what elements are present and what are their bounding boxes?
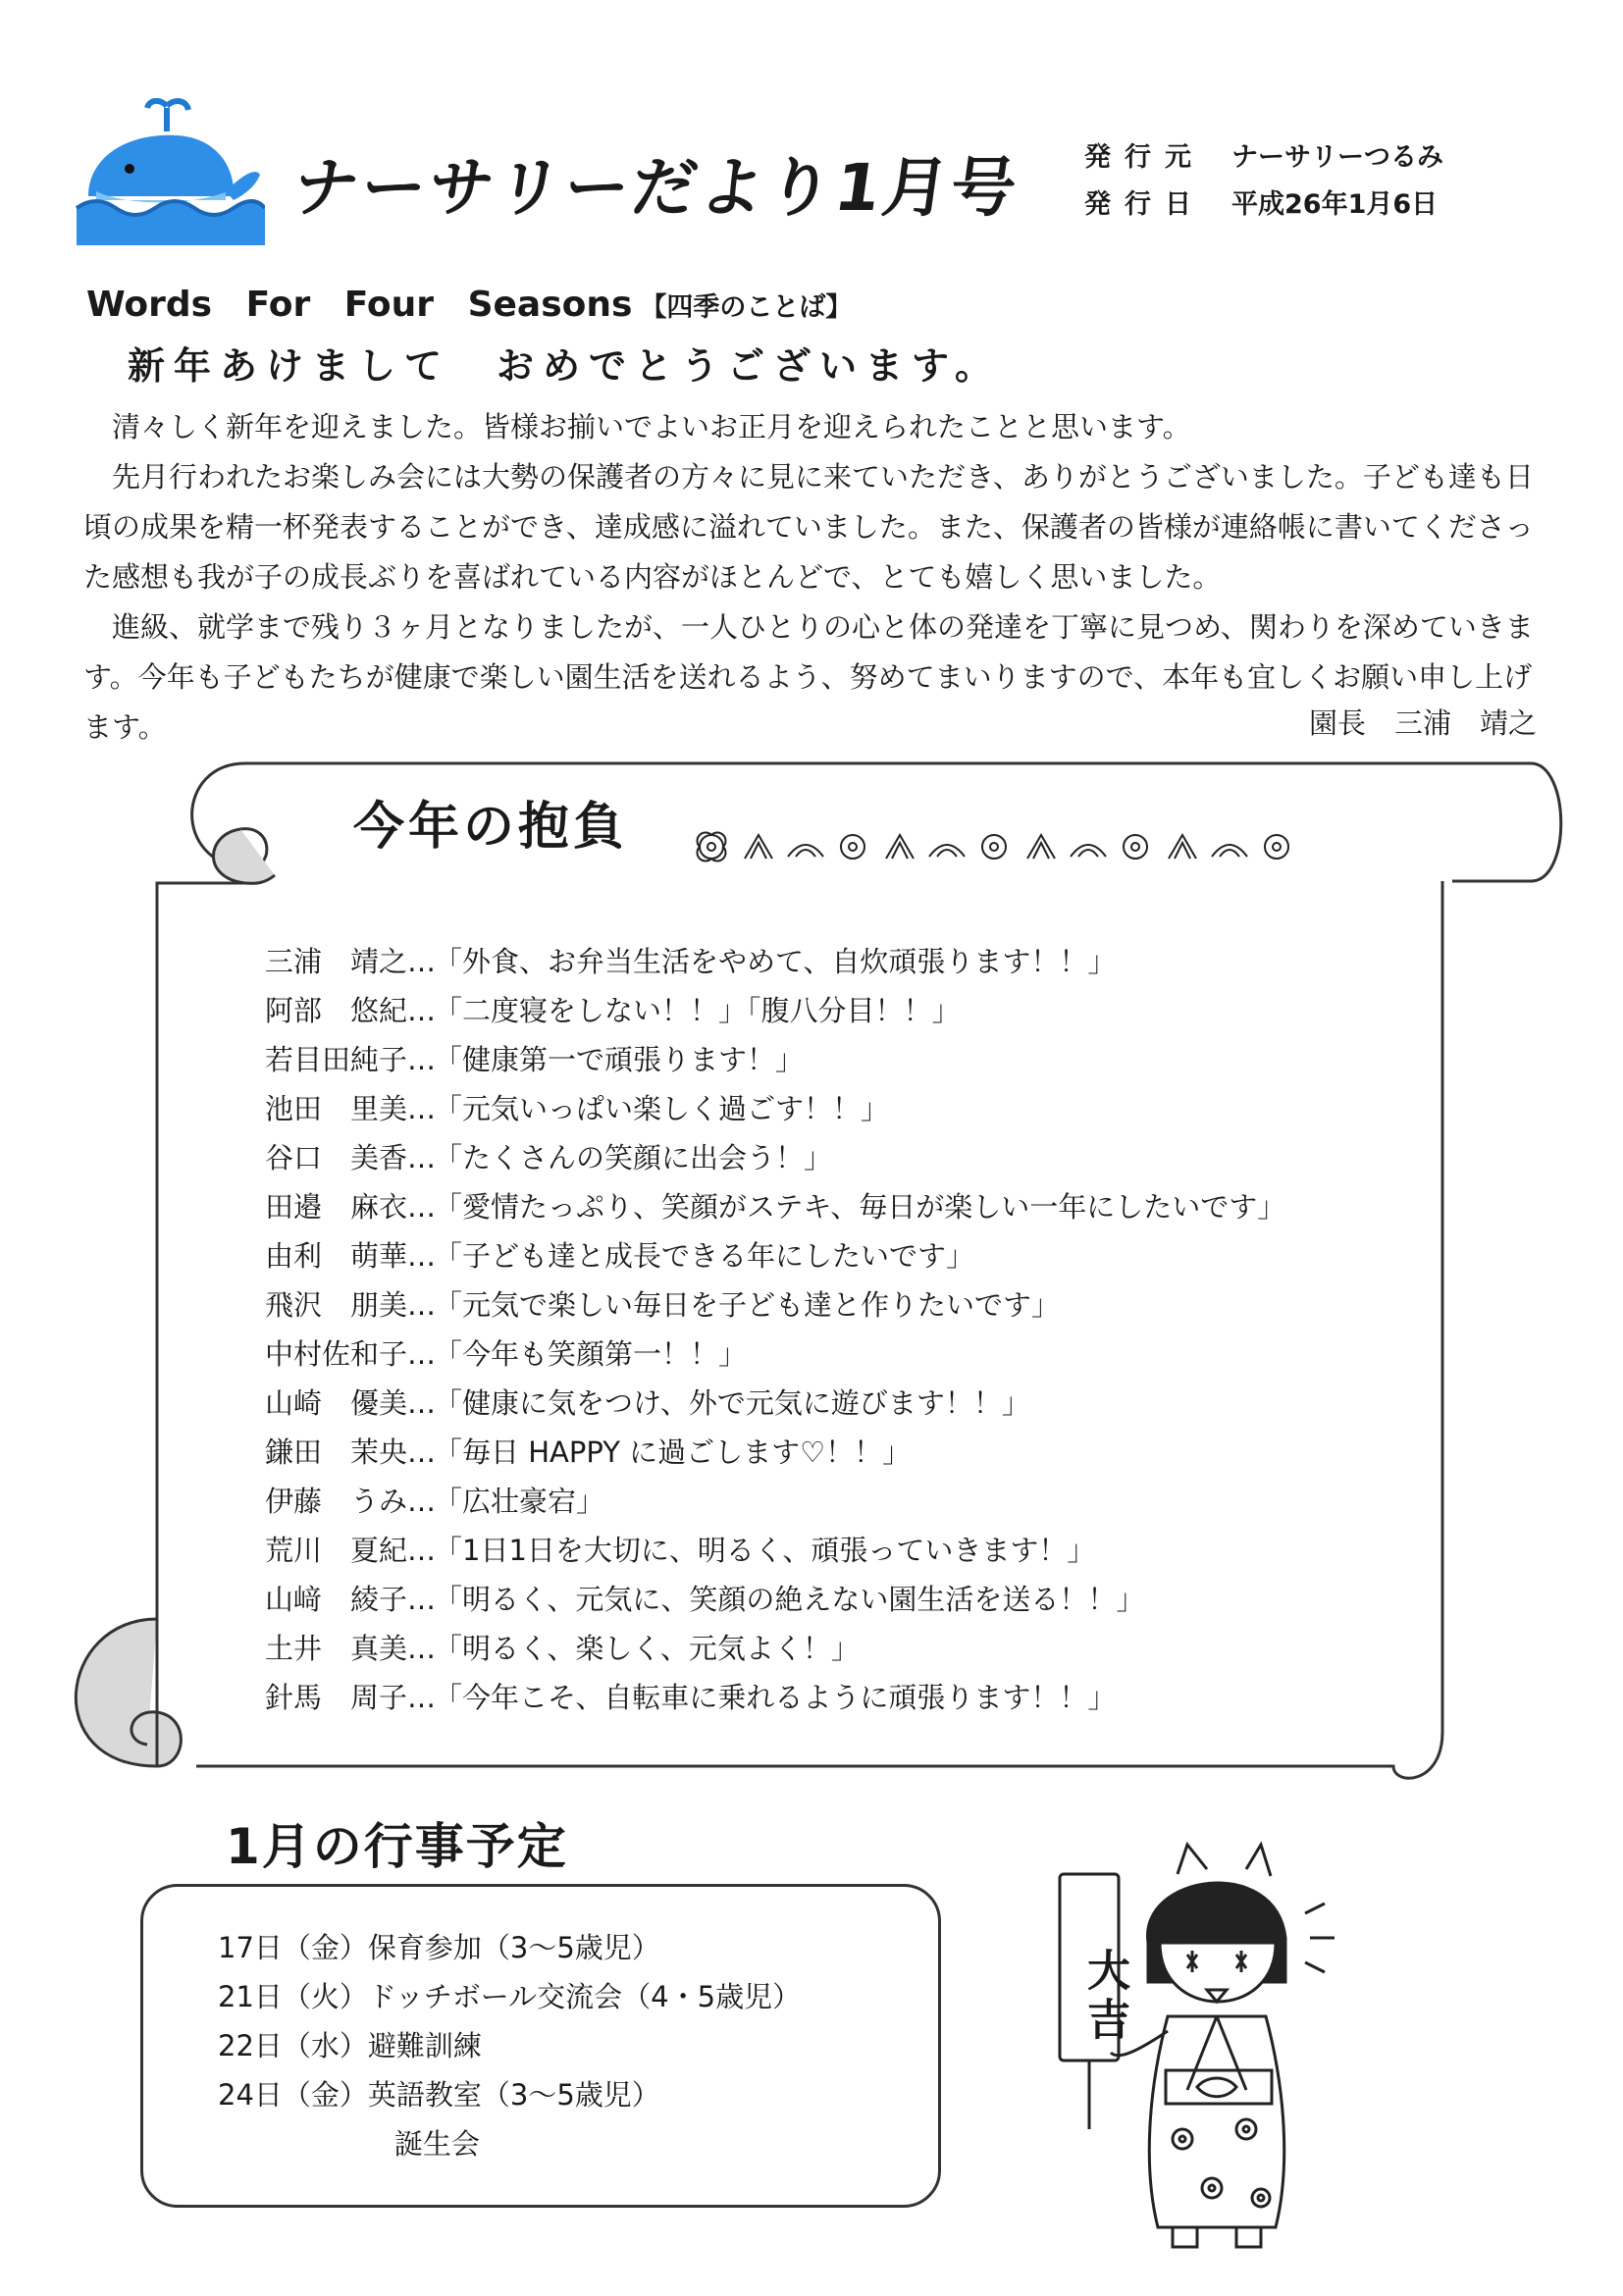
resolution-item — [265, 1673, 1285, 1722]
issue-date-value: 平成26年1月6日 — [1231, 189, 1439, 220]
flower-pine-ornament — [692, 822, 1320, 871]
body-paragraph: 清々しく新年を迎えました。皆様お揃いでよいお正月を迎えられたことと思います。 — [83, 410, 1191, 444]
resolution-text: 「健康第一で頑張ります！」 — [434, 1043, 805, 1076]
issue-date-line — [1084, 183, 1438, 221]
resolution-text: 「広壮豪宕」 — [434, 1485, 605, 1518]
body-paragraph: 先月行われたお楽しみ会には大勢の保護者の方々に見に来ていただき、ありがとうございました。子ども達も日頃の成果を精一杯発表することができ、達成感に溢れていました。また、保護者の皆様が連絡帳に書いてくださった感想も我が子の成長ぶりを喜ばれている内容がほとんどで、とても嬉しく思いました。 — [83, 460, 1534, 594]
resolution-item — [265, 1280, 1285, 1330]
greeting-body — [83, 402, 1545, 753]
resolution-item — [265, 1624, 1285, 1673]
staff-name: 土井 真美… — [265, 1632, 437, 1665]
omikuji-label: 大吉 — [1079, 1948, 1129, 2046]
resolution-text: 「毎日 HAPPY に過ごします♡！！」 — [434, 1435, 912, 1469]
resolution-item — [265, 1231, 1285, 1280]
staff-name: 飛沢 朋美… — [265, 1288, 437, 1322]
resolution-text: 「二度寝をしない！！」「腹八分目！！」 — [434, 994, 961, 1027]
event-item: 17日（金）保育参加（3～5歳児） — [218, 1931, 660, 1964]
resolution-item — [265, 1182, 1285, 1231]
staff-name: 鎌田 茉央… — [265, 1435, 437, 1469]
resolution-text: 「健康に気をつけ、外で元気に遊びます！！」 — [434, 1386, 1030, 1420]
resolution-text: 「子ども達と成長できる年にしたいです」 — [434, 1239, 975, 1273]
resolution-item — [265, 1133, 1285, 1182]
staff-name: 山崎 優美… — [265, 1386, 437, 1420]
resolution-text: 「外食、お弁当生活をやめて、自炊頑張ります！！」 — [434, 945, 1117, 978]
seasons-heading-jp: 【四季のことば】 — [640, 292, 853, 323]
event-item: 24日（金）英語教室（3～5歳児） — [218, 2078, 660, 2112]
publisher-line — [1084, 135, 1443, 174]
resolution-list — [265, 937, 1285, 1722]
resolution-text: 「今年こそ、自転車に乗れるように頑張ります！！」 — [434, 1681, 1117, 1714]
staff-name: 伊藤 うみ… — [265, 1485, 437, 1518]
resolution-item — [265, 1379, 1285, 1428]
resolution-item — [265, 1330, 1285, 1379]
events-list — [218, 1923, 801, 2168]
resolution-title: 今年の抱負 — [353, 798, 629, 857]
resolution-text: 「明るく、元気に、笑顔の絶えない園生活を送る！！」 — [434, 1583, 1145, 1616]
staff-name: 中村佐和子… — [265, 1337, 437, 1371]
publisher-value: ナーサリーつるみ — [1231, 142, 1443, 173]
staff-name: 若目田純子… — [265, 1043, 437, 1076]
event-item: 22日（水）避難訓練 — [218, 2029, 482, 2062]
staff-name: 池田 里美… — [265, 1092, 437, 1125]
principal-signature: 園長 三浦 靖之 — [1308, 706, 1537, 740]
resolution-text: 「元気いっぱい楽しく過ごす！！」 — [434, 1092, 890, 1125]
staff-name: 山﨑 綾子… — [265, 1583, 437, 1616]
seasons-heading — [86, 285, 852, 325]
event-item: 誕生会 — [394, 2127, 481, 2161]
resolution-text: 「愛情たっぷり、笑顔がステキ、毎日が楽しい一年にしたいです」 — [434, 1190, 1286, 1224]
issue-date-label: 発行日 — [1084, 189, 1205, 220]
new-year-greeting: 新年あけまして おめでとうございます。 — [128, 343, 1001, 388]
publisher-label: 発行元 — [1084, 142, 1205, 173]
resolution-text: 「たくさんの笑顔に出会う！」 — [434, 1141, 833, 1174]
staff-name: 由利 萌華… — [265, 1239, 437, 1273]
resolution-text: 「元気で楽しい毎日を子ども達と作りたいです」 — [434, 1288, 1061, 1322]
staff-name: 阿部 悠紀… — [265, 994, 437, 1027]
resolution-item — [265, 1035, 1285, 1084]
staff-name: 三浦 靖之… — [265, 945, 437, 978]
resolution-text: 「明るく、楽しく、元気よく！」 — [434, 1632, 860, 1665]
resolution-item — [265, 1575, 1285, 1624]
resolution-item — [265, 1428, 1285, 1477]
resolution-item — [265, 986, 1285, 1035]
staff-name: 針馬 周子… — [265, 1681, 437, 1714]
girl-with-omikuji-illustration — [1050, 1835, 1374, 2257]
seasons-heading-en: Words For Four Seasons — [86, 285, 633, 325]
resolution-item — [265, 1526, 1285, 1575]
newsletter-title: ナーサリーだより1月号 — [288, 150, 1024, 226]
body-paragraph: 進級、就学まで残り３ヶ月となりましたが、一人ひとりの心と体の発達を丁寧に見つめ、関わりを深めていきます。今年も子どもたちが健康で楽しい園生活を送れるよう、努めてまいりますので、本年も宜しくお願い申し上げます。 — [83, 610, 1534, 744]
resolution-item — [265, 1477, 1285, 1526]
staff-name: 荒川 夏紀… — [265, 1534, 437, 1567]
resolution-text: 「今年も笑顔第一！！」 — [434, 1337, 748, 1371]
staff-name: 田邉 麻衣… — [265, 1190, 437, 1224]
events-title: 1月の行事予定 — [226, 1818, 568, 1875]
staff-name: 谷口 美香… — [265, 1141, 437, 1174]
resolution-item — [265, 937, 1285, 986]
resolution-item — [265, 1084, 1285, 1133]
resolution-text: 「1日1日を大切に、明るく、頑張っていきます！」 — [434, 1534, 1096, 1567]
whale-illustration — [69, 98, 265, 250]
event-item: 21日（火）ドッチボール交流会（4・5歳児） — [218, 1980, 802, 2013]
